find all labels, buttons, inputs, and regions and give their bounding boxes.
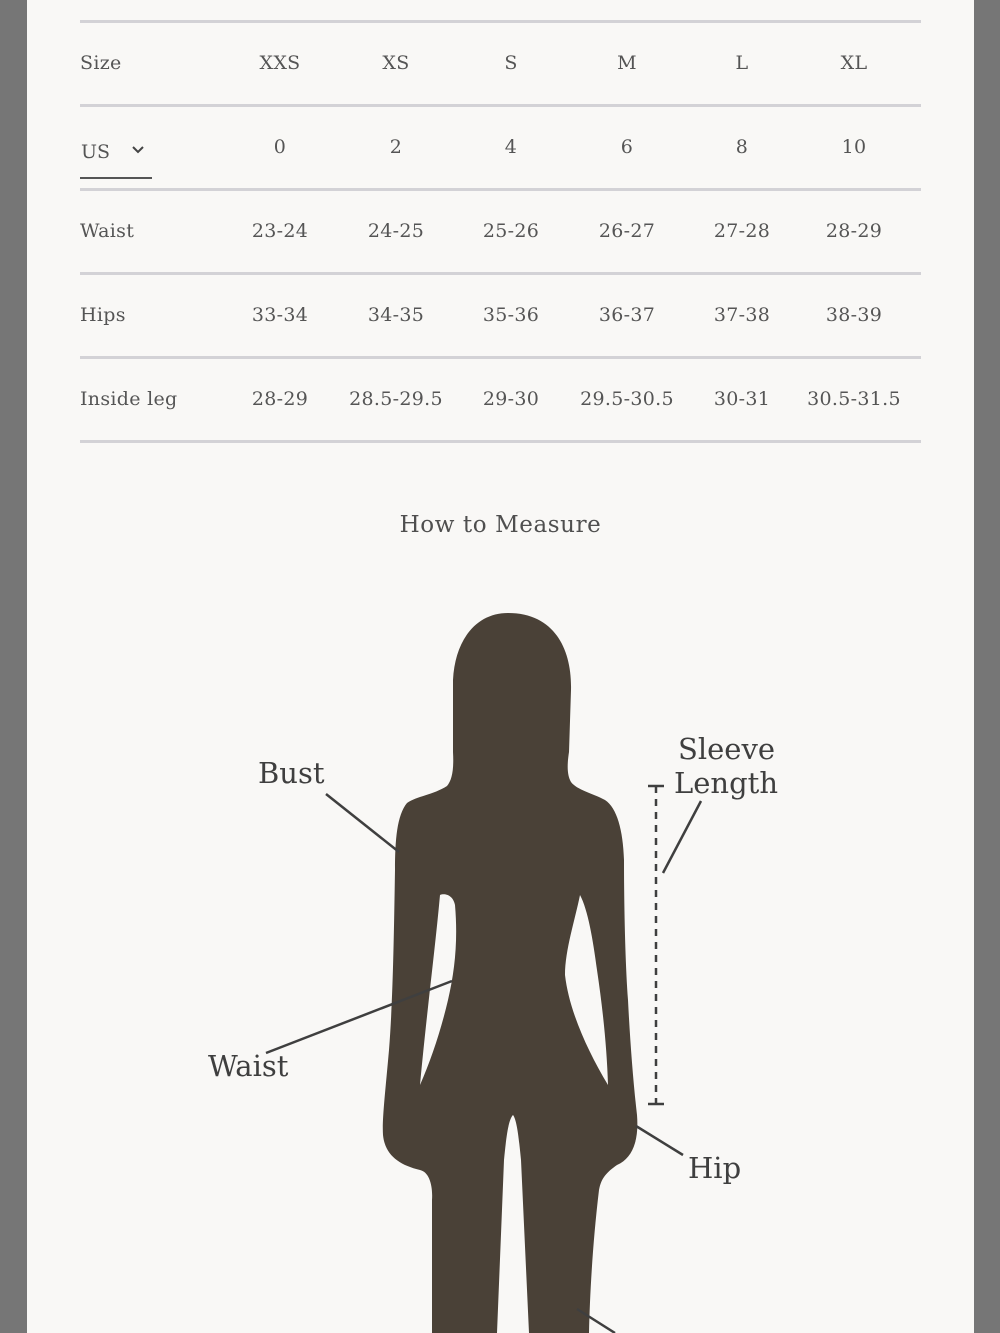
unit-value: 6: [620, 136, 634, 158]
hip-pointer-line: [636, 1126, 683, 1155]
table-cell: 36-37: [598, 304, 656, 326]
table-cell: 35-36: [482, 304, 540, 326]
size-s: S: [504, 52, 518, 74]
size-header-label: Size: [80, 52, 122, 74]
body-silhouette-diagram: [27, 0, 974, 1333]
table-cell: 28-29: [251, 388, 309, 410]
table-cell: 25-26: [482, 220, 540, 242]
unit-value: 8: [735, 136, 749, 158]
table-cell: 28.5-29.5: [349, 388, 443, 410]
row-label: Waist: [80, 220, 135, 242]
hip-label: Hip: [688, 1151, 742, 1185]
how-to-measure-heading: How to Measure: [399, 512, 602, 538]
table-cell: 38-39: [825, 304, 883, 326]
table-cell: 33-34: [251, 304, 309, 326]
table-cell: 30.5-31.5: [807, 388, 901, 410]
row-label: Inside leg: [80, 388, 178, 410]
size-m: M: [617, 52, 637, 74]
silhouette-figure: [383, 613, 638, 1333]
table-cell: 28-29: [825, 220, 883, 242]
table-cell: 26-27: [598, 220, 656, 242]
bust-pointer-line: [326, 794, 399, 852]
size-l: L: [735, 52, 749, 74]
unit-value: 0: [273, 136, 287, 158]
unit-value: 2: [389, 136, 403, 158]
table-cell: 29.5-30.5: [580, 388, 674, 410]
size-xs: XS: [382, 52, 410, 74]
waist-label: Waist: [208, 1049, 289, 1083]
table-cell: 23-24: [251, 220, 309, 242]
size-xl: XL: [840, 52, 868, 74]
size-xxs: XXS: [259, 52, 301, 74]
table-cell: 30-31: [713, 388, 771, 410]
sleeve-label-line2: Length: [674, 766, 778, 800]
table-cell: 24-25: [367, 220, 425, 242]
row-label: Hips: [80, 304, 126, 326]
sleeve-pointer-line: [663, 801, 701, 873]
unit-value: 10: [841, 136, 867, 158]
size-guide-panel: [27, 0, 974, 1333]
bust-label: Bust: [258, 756, 325, 790]
sleeve-label-line1: Sleeve: [678, 732, 776, 766]
unit-value: 4: [504, 136, 518, 158]
table-cell: 29-30: [482, 388, 540, 410]
table-cell: 34-35: [367, 304, 425, 326]
table-cell: 27-28: [713, 220, 771, 242]
unit-select-value: US: [81, 141, 111, 163]
table-cell: 37-38: [713, 304, 771, 326]
